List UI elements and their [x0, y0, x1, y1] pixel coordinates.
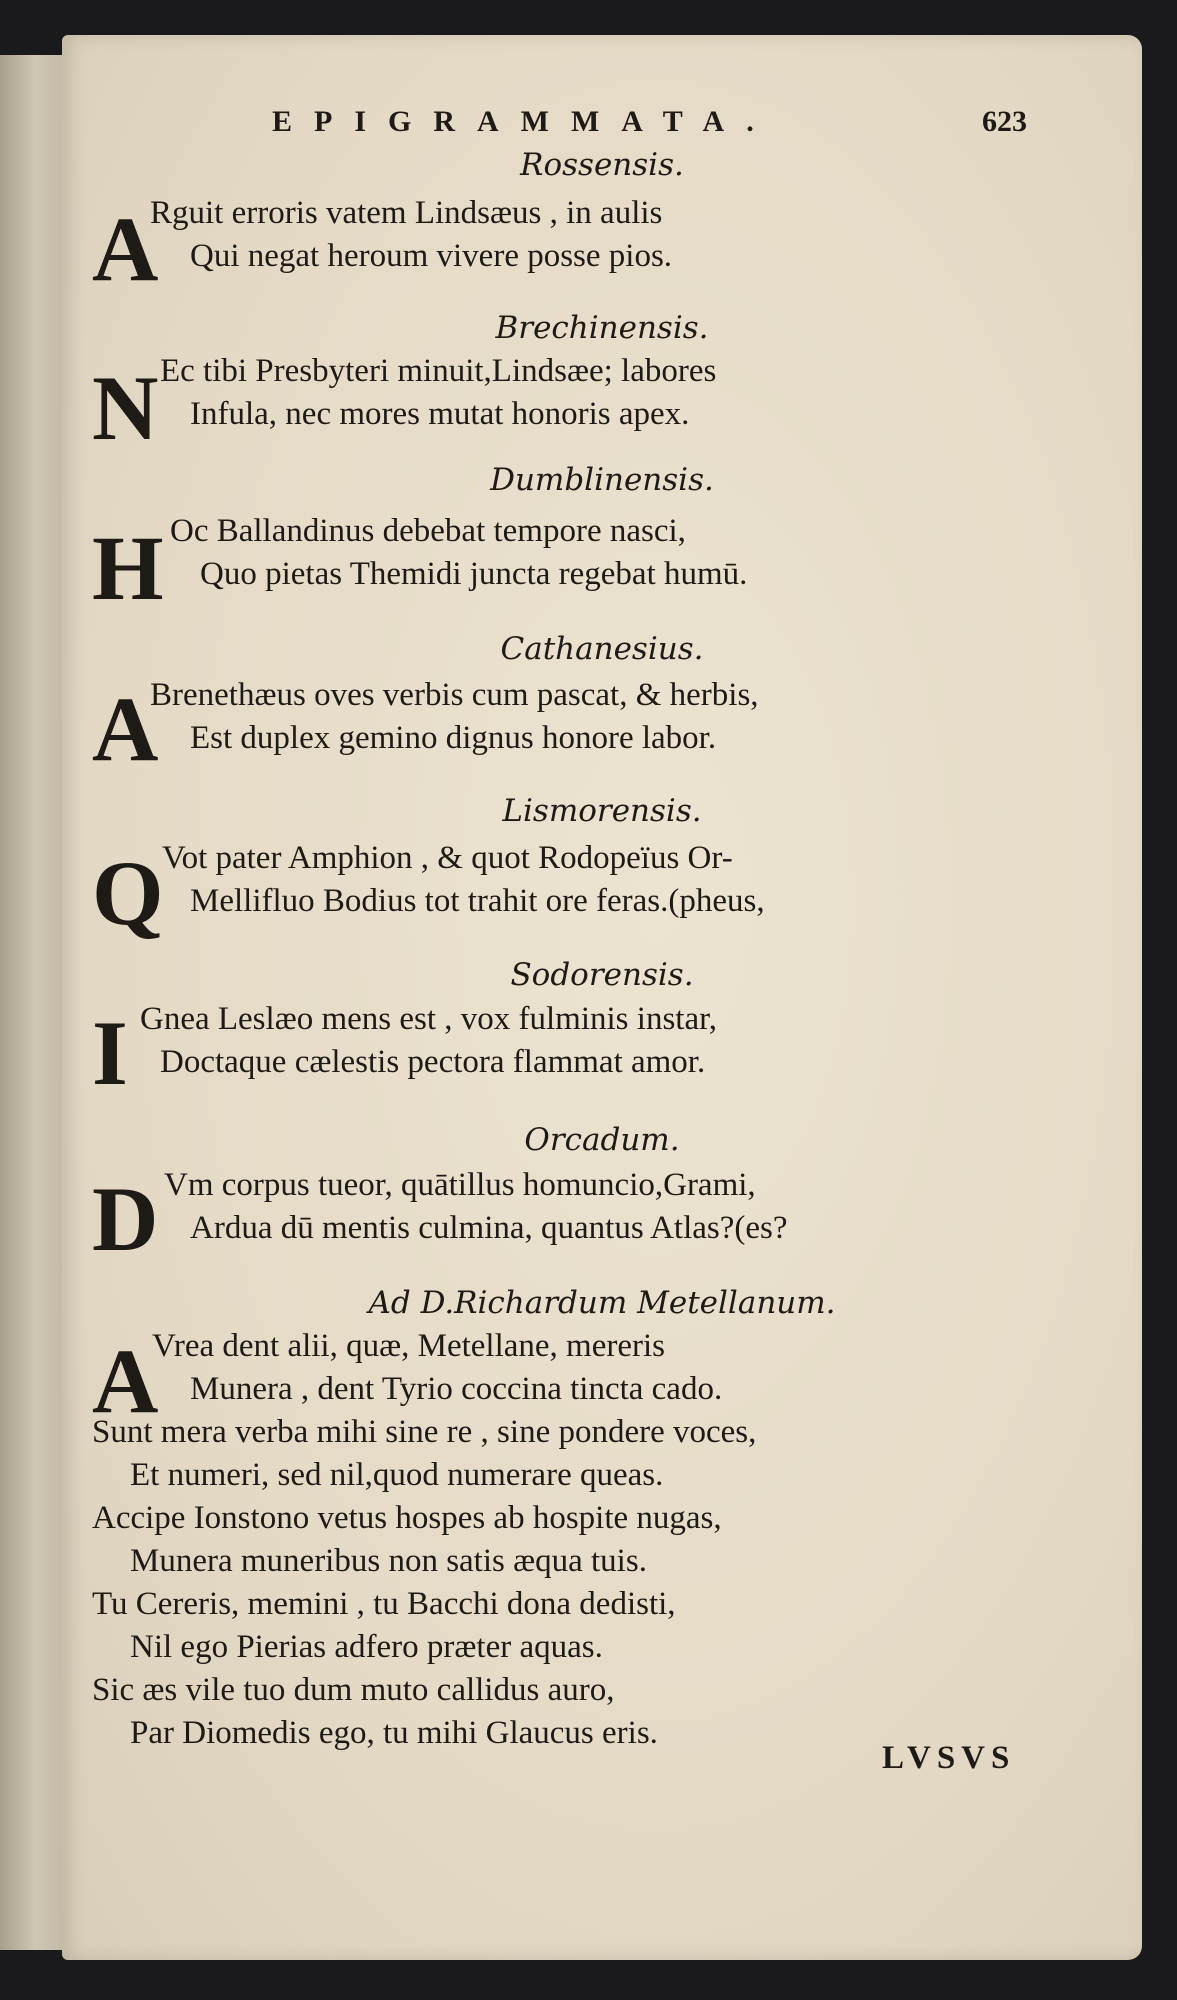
- verse-line: Munera , dent Tyrio coccina tincta cado.: [190, 1371, 723, 1407]
- poem-heading: Lismorensis.: [502, 793, 702, 829]
- verse-line: Qui negat heroum vivere posse pios.: [190, 238, 673, 274]
- verse-line: Sic æs vile tuo dum muto callidus auro,: [92, 1672, 615, 1708]
- verse-line: Oc Ballandinus debebat tempore nasci,: [170, 513, 686, 549]
- verse-line: Est duplex gemino dignus honore labor.: [190, 720, 717, 756]
- catchword: LVSVS: [882, 1740, 1016, 1776]
- verse-line: Vot pater Amphion , & quot Rodopeïus Or-: [162, 840, 733, 876]
- drop-cap: H: [92, 517, 164, 619]
- poem-heading: Sodorensis.: [510, 957, 694, 993]
- verse-line: Ardua dū mentis culmina, quantus Atlas?(es?: [190, 1210, 788, 1246]
- verse-line: Brenethæus oves verbis cum pascat, & herbis,: [150, 677, 759, 713]
- page-number: 623: [982, 105, 1027, 138]
- verse-line: Nil ego Pierias adfero præter aquas.: [130, 1629, 603, 1665]
- drop-cap: I: [92, 1002, 128, 1104]
- poem-heading: Ad D.Richardum Metellanum.: [368, 1285, 836, 1321]
- drop-cap: A: [92, 678, 159, 780]
- drop-cap: A: [92, 198, 159, 300]
- verse-line: Tu Cereris, memini , tu Bacchi dona dedisti,: [92, 1586, 676, 1622]
- drop-cap: D: [92, 1168, 159, 1270]
- poem-heading: Orcadum.: [524, 1122, 680, 1158]
- poem-heading: Brechinensis.: [495, 310, 709, 346]
- verse-line: Vm corpus tueor, quātillus homuncio,Grami,: [164, 1167, 756, 1203]
- verse-line: Gnea Leslæo mens est , vox fulminis instar,: [140, 1001, 718, 1037]
- running-title: EPIGRAMMATA.: [272, 105, 776, 138]
- poem-heading: Rossensis.: [520, 147, 684, 183]
- verse-line: Et numeri, sed nil,quod numerare queas.: [130, 1457, 664, 1493]
- poem-heading: Cathanesius.: [500, 631, 704, 667]
- verse-line: Doctaque cælestis pectora flammat amor.: [160, 1044, 706, 1080]
- verse-line: Par Diomedis ego, tu mihi Glaucus eris.: [130, 1715, 658, 1751]
- verse-line: Munera muneribus non satis æqua tuis.: [130, 1543, 647, 1579]
- verse-line: Rguit erroris vatem Lindsæus , in aulis: [150, 195, 663, 231]
- book-page: [62, 35, 1142, 1960]
- drop-cap: Q: [92, 842, 164, 944]
- verse-line: Sunt mera verba mihi sine re , sine pondere voces,: [92, 1414, 757, 1450]
- verse-line: Quo pietas Themidi juncta regebat humū.: [200, 556, 748, 592]
- verse-line: Vrea dent alii, quæ, Metellane, mereris: [152, 1328, 665, 1364]
- drop-cap: A: [92, 1330, 159, 1432]
- verse-line: Infula, nec mores mutat honoris apex.: [190, 396, 690, 432]
- verse-line: Ec tibi Presbyteri minuit,Lindsæe; labores: [160, 353, 717, 389]
- verse-line: Accipe Ionstono vetus hospes ab hospite nugas,: [92, 1500, 722, 1536]
- poem-heading: Dumblinensis.: [490, 462, 714, 498]
- verse-line: Mellifluo Bodius tot trahit ore feras.(pheus,: [190, 883, 765, 919]
- drop-cap: N: [92, 357, 159, 459]
